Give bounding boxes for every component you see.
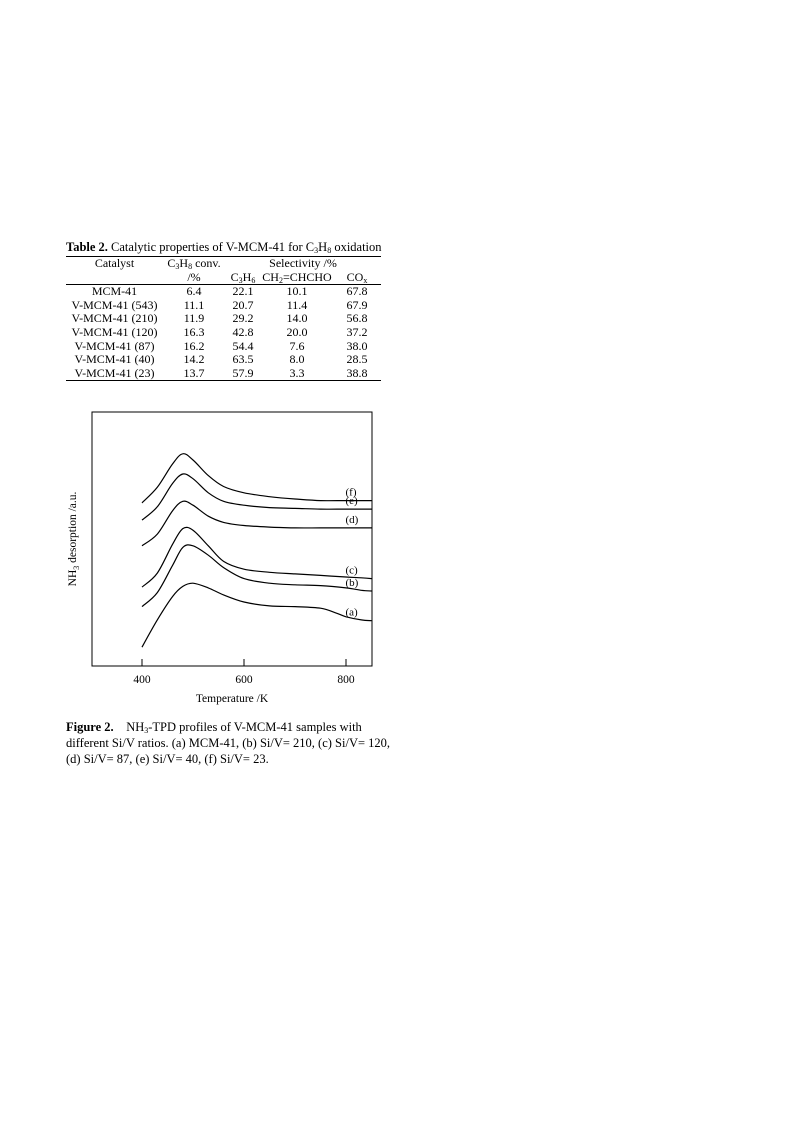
cell-acrolein: 11.4 (286, 297, 308, 312)
cell-catalyst: V-MCM-41 (87) (74, 338, 155, 353)
header-conversion-unit: /% (163, 271, 225, 285)
cell-catalyst: MCM-41 (91, 284, 138, 299)
cell-acrolein: 14.0 (286, 311, 308, 326)
table-2 (66, 239, 381, 381)
cell-c3h6: 20.7 (232, 297, 254, 312)
cell-cox: 67.8 (346, 284, 368, 299)
curve-label-e: (e) (345, 495, 358, 508)
table-row (66, 326, 381, 340)
x-tick-label: 800 (337, 674, 355, 686)
cell-cox: 56.8 (346, 311, 368, 326)
cell-cox: 28.5 (346, 352, 368, 367)
header-conversion: $C_3H_8$ conv. (167, 256, 221, 271)
cell-c3h6: 42.8 (232, 324, 254, 339)
tpd-curve-a (142, 583, 372, 647)
cell-acrolein: 20.0 (286, 324, 308, 339)
cell-c3h6: 54.4 (232, 338, 254, 353)
cell-catalyst: V-MCM-41 (210) (71, 311, 158, 326)
cell-catalyst: V-MCM-41 (120) (71, 324, 158, 339)
tpd-chart (60, 405, 390, 715)
cell-acrolein: 8.0 (289, 352, 305, 367)
cell-c3h6: 63.5 (232, 352, 254, 367)
x-tick-label: 600 (235, 674, 253, 686)
cell-catalyst: V-MCM-41 (23) (66, 367, 163, 381)
header-selectivity: Selectivity /% (269, 256, 337, 270)
catalytic-properties-table (66, 257, 381, 381)
nh3-tpd-figure (60, 405, 390, 715)
cell-c3h6: 57.9 (225, 367, 261, 381)
plot-frame (92, 412, 372, 666)
cell-acrolein: 7.6 (289, 338, 305, 353)
cell-acrolein: 10.1 (286, 284, 308, 299)
cell-cox: 37.2 (346, 324, 368, 339)
curve-label-f: (f) (345, 486, 357, 499)
table-caption: Table 2. Catalytic properties of V-MCM-41 for $C_3H_8$ oxidation (66, 240, 382, 255)
curve-label-b: (b) (345, 577, 359, 589)
header-acrolein: $CH_2=CHCHO$ (262, 269, 332, 285)
curve-label-a: (a) (345, 606, 358, 619)
tpd-curve-d (142, 501, 372, 546)
cell-conv: 11.1 (183, 297, 205, 312)
cell-c3h6: 29.2 (232, 311, 254, 326)
header-cox: $CO_x$ (333, 271, 381, 285)
figure-caption: Figure 2. $NH_3$-TPD profiles of V-MCM-41 samples with different Si/V ratios. (a) MCM-41, (b) Si/V= 210, (c) Si/V= 120, (d) Si/V= 87, (e) Si/V= 40, (f) Si/V= 23. (66, 720, 391, 766)
tpd-curve-b (142, 545, 372, 607)
header-catalyst: Catalyst (94, 256, 135, 270)
table-row (66, 367, 381, 381)
cell-cox: 67.9 (346, 297, 368, 312)
tpd-curve-e (142, 474, 372, 520)
table-row (66, 340, 381, 354)
table-row (66, 312, 381, 326)
table-row (66, 353, 381, 367)
cell-conv: 11.9 (183, 311, 205, 326)
cell-acrolein: 3.3 (261, 367, 333, 381)
cell-catalyst: V-MCM-41 (543) (71, 297, 158, 312)
cell-c3h6: 22.1 (232, 284, 254, 299)
x-tick-label: 400 (133, 674, 151, 686)
table-row (66, 285, 381, 299)
table-row (66, 299, 381, 313)
curve-label-d: (d) (345, 513, 359, 526)
cell-cox: 38.8 (333, 367, 381, 381)
cell-conv: 13.7 (163, 367, 225, 381)
curve-label-c: (c) (345, 564, 358, 577)
cell-conv: 6.4 (186, 284, 202, 299)
cell-conv: 14.2 (183, 352, 205, 367)
y-axis-label: $NH_3$ desorption /a.u. (67, 491, 81, 587)
header-c3h6: $C_3H_6$ (225, 271, 261, 285)
cell-cox: 38.0 (346, 338, 368, 353)
x-axis-label: Temperature /K (195, 693, 269, 705)
cell-conv: 16.3 (183, 324, 205, 339)
cell-catalyst: V-MCM-41 (40) (74, 352, 155, 367)
cell-conv: 16.2 (183, 338, 205, 353)
